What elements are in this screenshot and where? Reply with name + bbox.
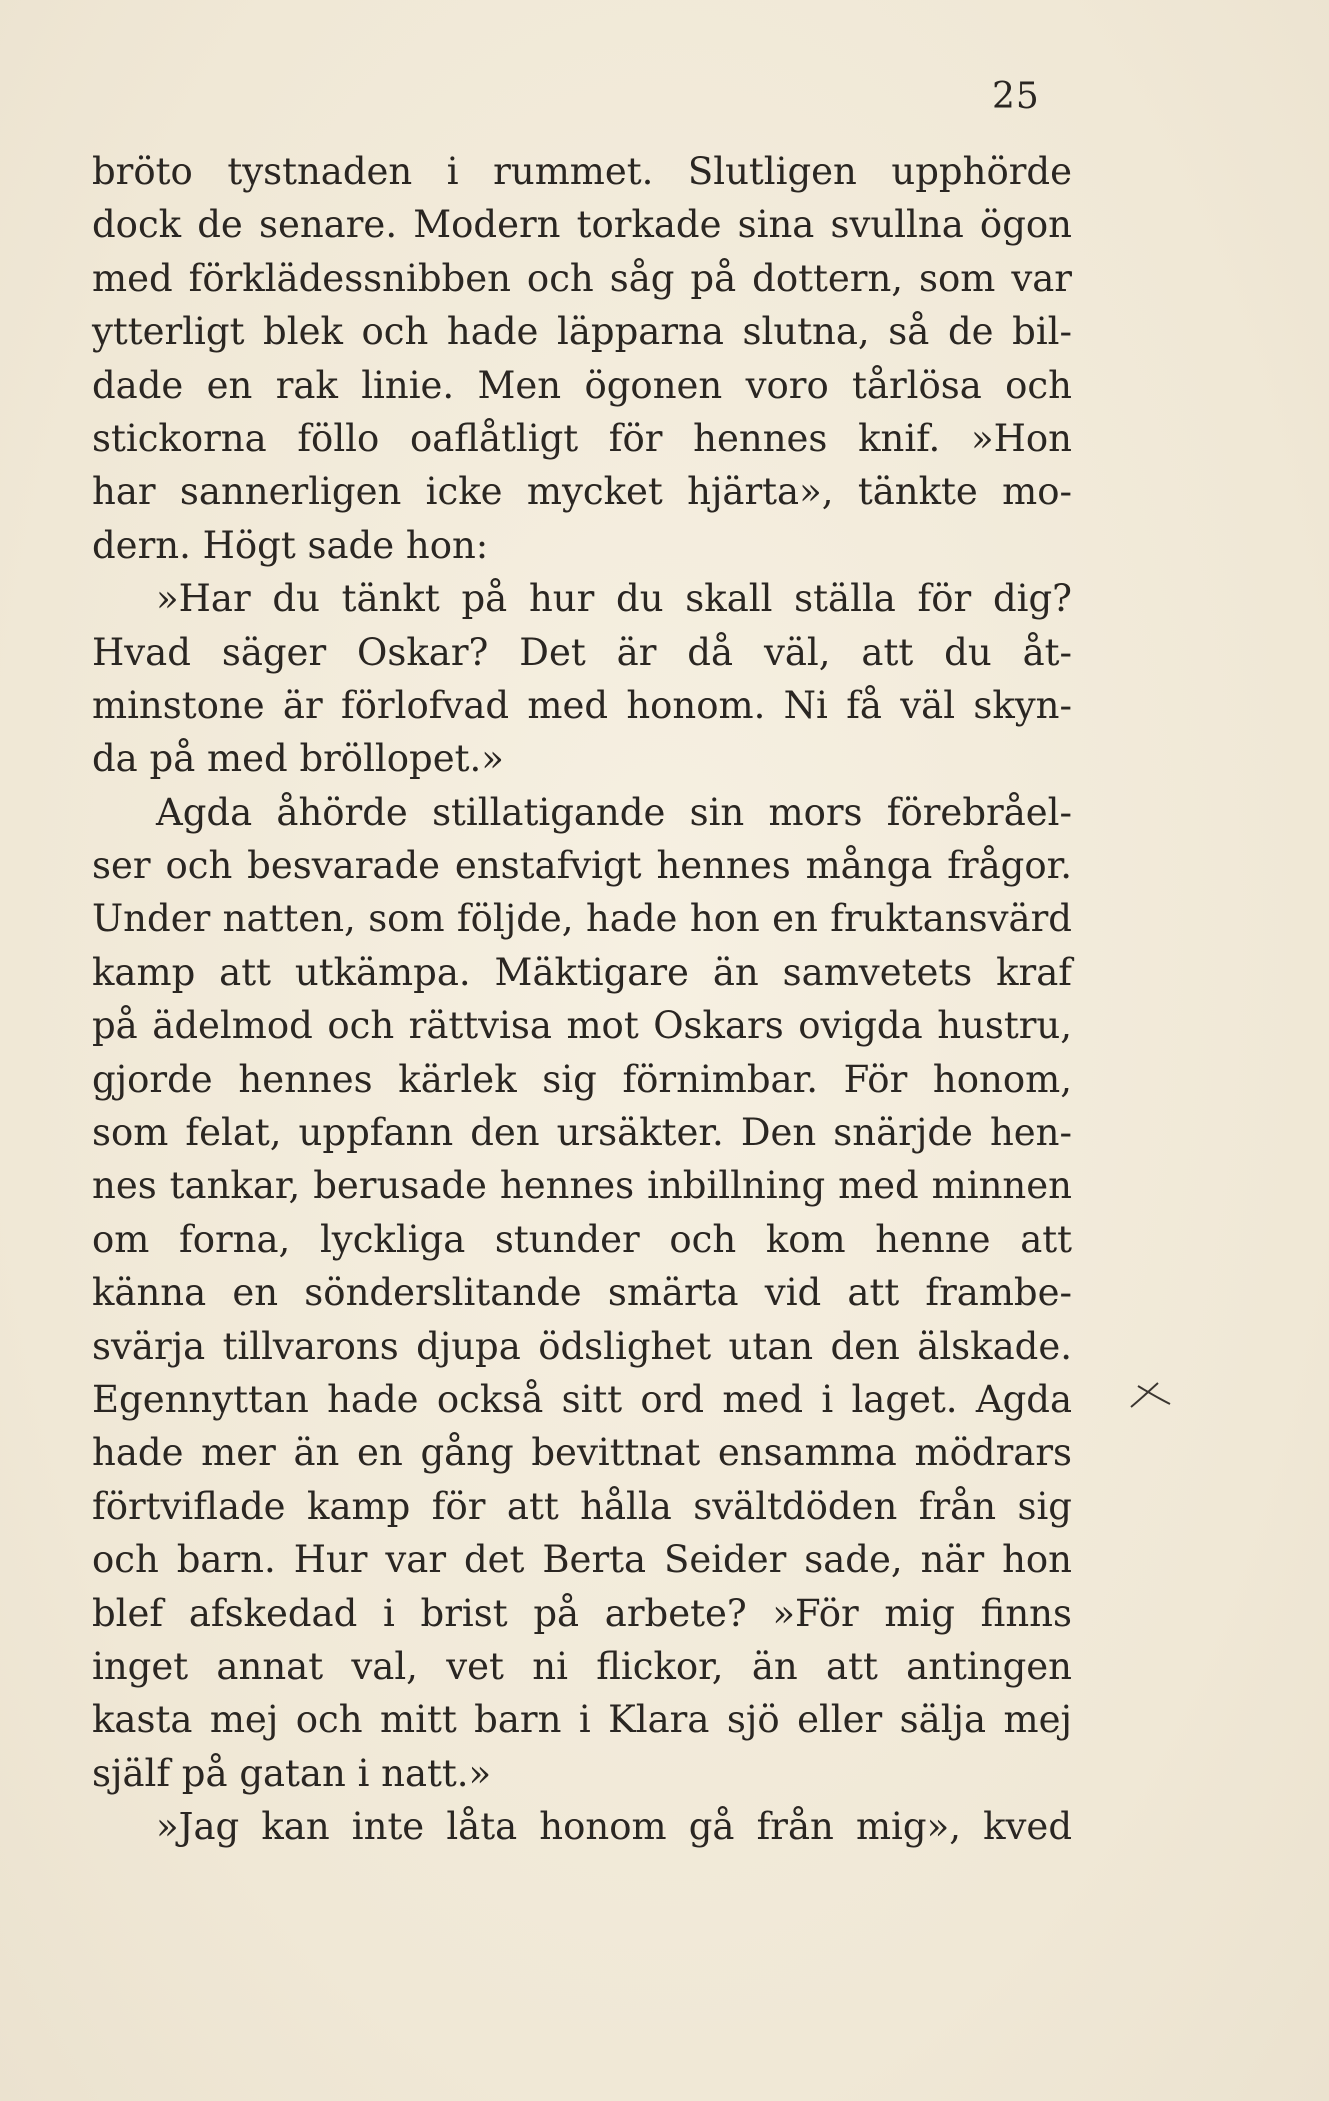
text-line: dock de senare. Modern torkade sina svullna ögon xyxy=(92,203,1072,247)
text-line: ytterligt blek och hade läpparna slutna, så de bil- xyxy=(92,310,1072,354)
text-line: ser och besvarade enstafvigt hennes många frågor. xyxy=(92,844,1072,888)
text-line: »Har du tänkt på hur du skall ställa för dig? xyxy=(156,577,1072,621)
text-line: känna en sönderslitande smärta vid att frambe- xyxy=(92,1271,1072,1315)
text-line: Under natten, som följde, hade hon en fruktansvärd xyxy=(92,897,1072,941)
text-line: dade en rak linie. Men ögonen voro tårlösa och xyxy=(92,363,1072,407)
text-line: stickorna föllo oaflåtligt för hennes knif. »Hon xyxy=(92,416,1072,460)
text-line: nes tankar, berusade hennes inbillning med minnen xyxy=(92,1164,1072,1208)
text-line: och barn. Hur var det Berta Seider sade, när hon xyxy=(92,1538,1072,1582)
text-line: om forna, lyckliga stunder och kom henne att xyxy=(92,1217,1072,1261)
text-line: med förklädessnibben och såg på dottern, som var xyxy=(92,256,1072,300)
text-line: da på med bröllopet.» xyxy=(92,737,504,781)
text-line: på ädelmod och rättvisa mot Oskars ovigda hustru, xyxy=(92,1004,1072,1048)
text-line: som felat, uppfann den ursäkter. Den snärjde hen- xyxy=(92,1111,1072,1155)
text-line: förtviflade kamp för att hålla svältdöden från sig xyxy=(92,1484,1072,1528)
text-line: gjorde hennes kärlek sig förnimbar. För honom, xyxy=(92,1057,1072,1101)
text-line: kamp att utkämpa. Mäktigare än samvetets kraf xyxy=(92,950,1072,994)
text-line: Hvad säger Oskar? Det är då väl, att du åt- xyxy=(92,630,1072,674)
text-line: svärja tillvarons djupa ödslighet utan den älskade. xyxy=(92,1324,1072,1368)
text-line: »Jag kan inte låta honom gå från mig», kved xyxy=(156,1805,1072,1849)
text-line: inget annat val, vet ni flickor, än att antingen xyxy=(92,1644,1072,1688)
text-line: Agda åhörde stillatigande sin mors förebråel- xyxy=(156,790,1072,834)
text-line: själf på gatan i natt.» xyxy=(92,1751,492,1795)
text-line: minstone är förlofvad med honom. Ni få väl skyn- xyxy=(92,683,1072,727)
text-line: Egennyttan hade också sitt ord med i laget. Agda xyxy=(92,1377,1072,1421)
body-text xyxy=(92,145,1072,1854)
text-line: har sannerligen icke mycket hjärta», tänkte mo- xyxy=(92,470,1072,514)
page-number: 25 xyxy=(992,76,1040,117)
text-line: hade mer än en gång bevittnat ensamma mödrars xyxy=(92,1431,1072,1475)
x-mark-icon xyxy=(1128,1380,1172,1410)
text-line: dern. Högt sade hon: xyxy=(92,523,489,567)
text-line: blef afskedad i brist på arbete? »För mig finns xyxy=(92,1591,1072,1635)
text-line: kasta mej och mitt barn i Klara sjö eller sälja mej xyxy=(92,1698,1072,1742)
text-line: bröto tystnaden i rummet. Slutligen upphörde xyxy=(92,150,1072,193)
